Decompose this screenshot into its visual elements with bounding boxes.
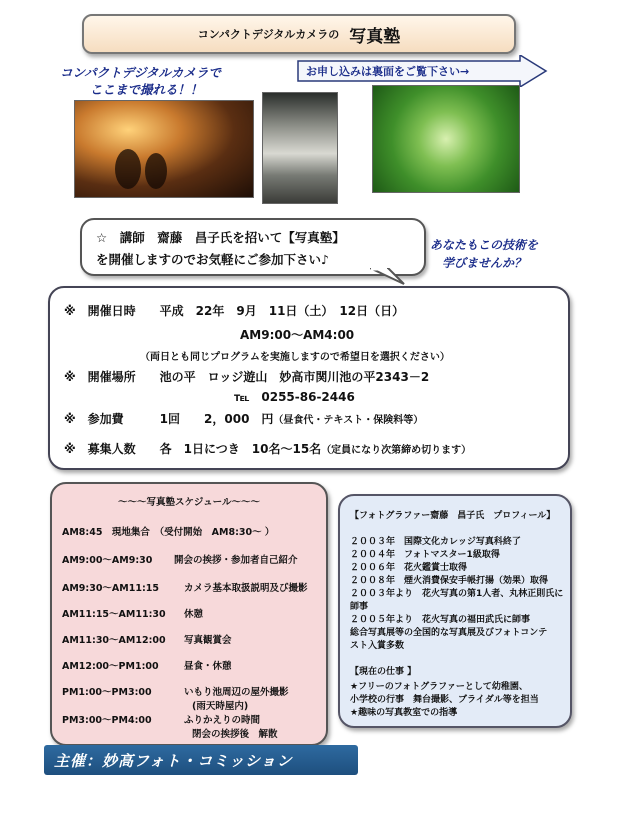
event-capacity-label: ※ 募集人数 各 1日につき 10名～15名 [64, 442, 322, 456]
schedule-title: ～～～写真塾スケジュール～～～ [118, 497, 260, 508]
instructor-line2: を開催しますのでお気軽にご参加下さい♪ [96, 252, 329, 267]
schedule-row-activity: 昼食・休憩 [184, 661, 232, 672]
title-box [82, 14, 516, 54]
profile-title: 【フォトグラファー齋藤 昌子氏 プロフィール】 [350, 511, 556, 521]
event-tel: ℡ 0255-86-2446 [234, 390, 355, 404]
profile-line: 総合写真展等の全国的な写真展及びフォトコンテ [350, 628, 548, 638]
profile-line: 師事 [350, 602, 369, 612]
schedule-row-time: AM12:00～PM1:00 [62, 661, 159, 672]
event-date: ※ 開催日時 平成 22年 9月 11日（土） 12日（日） [64, 304, 405, 318]
tagline-line2: ここまで撮れる！！ [90, 82, 203, 97]
profile-line: ２００８年 煙火消費保安手帳打揚（効果）取得 [350, 576, 549, 586]
event-info-box [48, 286, 570, 470]
instructor-line1: ☆ 講師 齋藤 昌子氏を招いて【写真塾】 [96, 230, 345, 245]
event-place: ※ 開催場所 池の平 ロッジ遊山 妙高市関川池の平2343－2 [64, 370, 430, 384]
schedule-row-activity: 休憩 [184, 609, 204, 620]
profile-current-title: 【現在の仕事 】 [350, 667, 417, 677]
schedule-row-time: AM9:00～AM9:30 [62, 555, 153, 566]
schedule-row-time: AM11:15～AM11:30 [62, 609, 166, 620]
profile-line: ２００３年 国際文化カレッジ写真科終了 [350, 537, 521, 547]
profile-line: 小学校の行事 舞台撮影、ブライダル等を担当 [350, 695, 539, 705]
profile-line: ２００５年より 花火写真の福田武氏に師事 [350, 615, 531, 625]
profile-line: スト入賞多数 [350, 641, 405, 651]
invitation-line1: あなたもこの技術を [430, 238, 539, 252]
photo-leaves [372, 85, 520, 193]
schedule-row-activity: いもり池周辺の屋外撮影 [184, 687, 289, 698]
bubble-tail [370, 268, 410, 288]
title-small: コンパクトデジタルカメラの [197, 28, 340, 41]
photo-stream [262, 92, 338, 204]
schedule-row-activity: カメラ基本取扱説明及び撮影 [184, 583, 308, 594]
event-time: AM9:00～AM4:00 [240, 328, 355, 342]
event-fee [64, 410, 423, 427]
profile-line: ２００４年 フォトマスター1級取得 [350, 550, 500, 560]
apply-note: お申し込みは裏面をご覧下さい→ [306, 65, 470, 78]
schedule-row-time: AM11:30～AM12:00 [62, 635, 166, 646]
profile-line: ★フリーのフォトグラファーとして幼稚園、 [350, 682, 528, 692]
schedule-box [50, 482, 328, 746]
schedule-row-activity: ふりかえりの時間 [184, 715, 261, 726]
profile-line: ２００６年 花火鑑賞士取得 [350, 563, 468, 573]
event-fee-label: ※ 参加費 1回 2，000 円 [64, 412, 274, 426]
event-capacity [64, 440, 471, 457]
schedule-row-time: PM3:00～PM4:00 [62, 715, 152, 726]
event-date-note: （両日とも同じプログラムを実施しますので希望日を選択ください） [140, 352, 450, 363]
invitation-text [430, 236, 538, 272]
schedule-row-activity: 開会の挨拶・参加者自己紹介 [174, 555, 298, 566]
schedule-row-activity: 写真観賞会 [184, 635, 232, 646]
schedule-closing-note: 閉会の挨拶後 解散 [192, 729, 278, 740]
profile-line: ２００３年より 花火写真の第1人者、丸林正則氏に [350, 589, 564, 599]
schedule-row-time: PM1:00～PM3:00 [62, 687, 152, 698]
schedule-rain-note: (雨天時屋内) [192, 701, 249, 712]
photo-interior [74, 100, 254, 198]
event-fee-note: （昼食代・テキスト・保険料等） [273, 415, 424, 426]
schedule-row-time: AM9:30～AM11:15 [62, 583, 159, 594]
page-title: 写真塾 [349, 26, 401, 47]
profile-box [338, 494, 572, 728]
schedule-row: AM8:45 現地集合 （受付開始 AM8:30～ ） [62, 527, 275, 538]
tagline [60, 64, 221, 98]
tagline-line1: コンパクトデジタルカメラで [60, 65, 221, 80]
event-capacity-note: （定員になり次第締め切ります） [321, 445, 472, 456]
organizer-banner: 主催：妙高フォト・コミッション [44, 745, 358, 775]
invitation-line2: 学びませんか？ [442, 256, 527, 270]
profile-line: ★趣味の写真教室での指導 [350, 708, 458, 718]
